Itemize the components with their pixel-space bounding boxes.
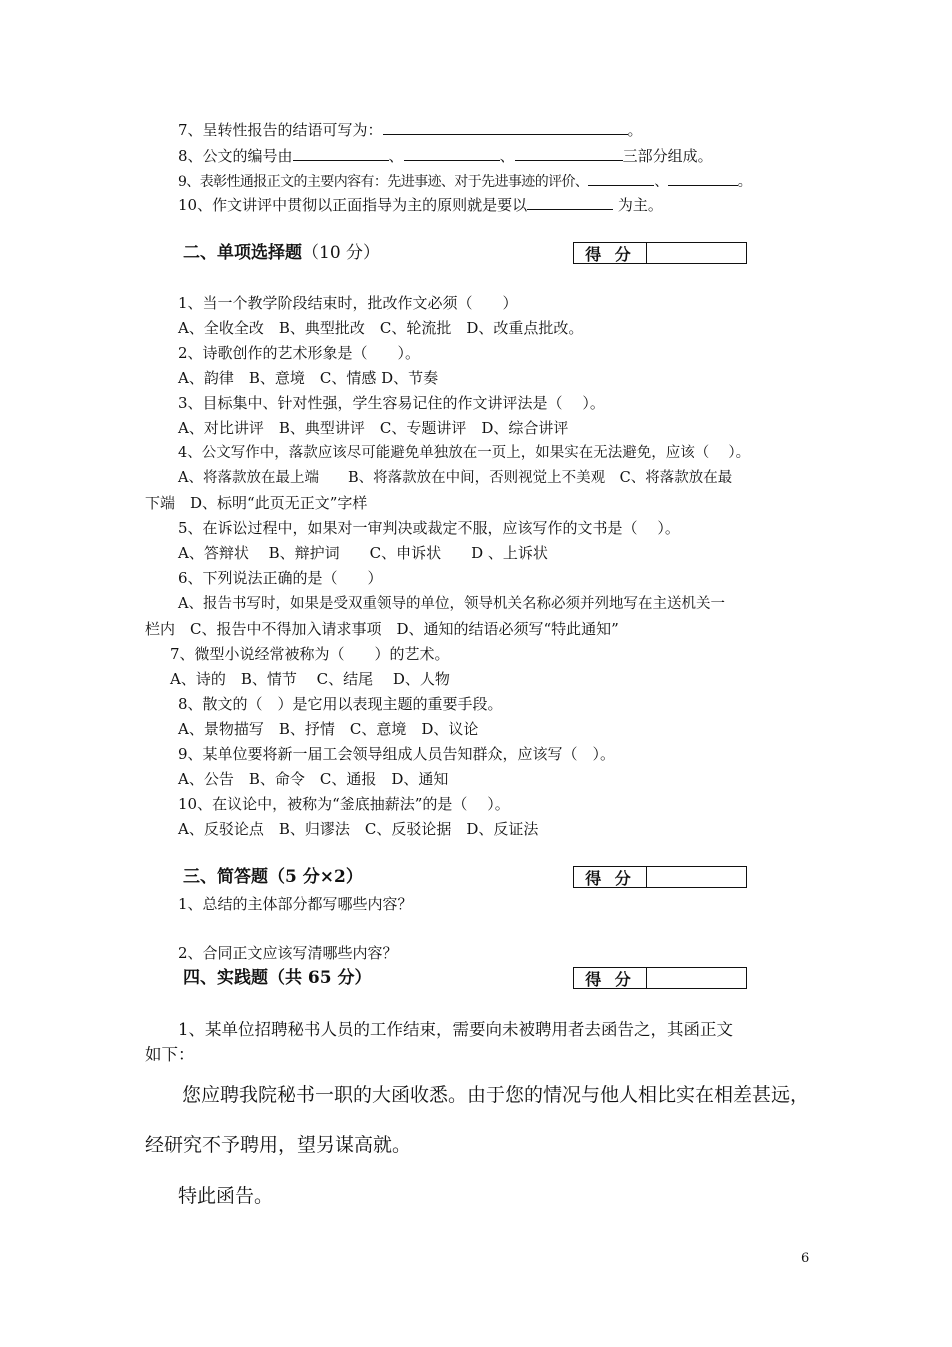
fill-q7 bbox=[178, 119, 643, 139]
fill-q8 bbox=[178, 145, 713, 165]
option-line: A、公告 B、命令 C、通报 D、通知 bbox=[178, 770, 449, 788]
fill-q10 bbox=[178, 194, 663, 214]
option-line: A、反驳论点 B、归谬法 C、反驳论据 D、反证法 bbox=[178, 820, 539, 838]
answer-blank[interactable] bbox=[293, 145, 389, 161]
practice-q1-line2: 如下： bbox=[145, 1045, 195, 1064]
answer-blank[interactable] bbox=[404, 145, 500, 161]
score-label: 得 分 bbox=[574, 968, 647, 988]
option-line: 栏内 C、报告中不得加入请求事项 D、通知的结语必须写“特此通知” bbox=[145, 620, 619, 638]
question-line: 7、微型小说经常被称为（ ）的艺术。 bbox=[170, 645, 450, 663]
short-answer-q2: 2、合同正文应该写清哪些内容？ bbox=[178, 944, 398, 962]
score-box bbox=[573, 967, 747, 989]
fill-q7-end: 。 bbox=[627, 121, 643, 139]
score-label: 得 分 bbox=[574, 243, 647, 263]
option-line: A、将落款放在最上端 B、将落款放在中间，否则视觉上不美观 C、将落款放在最 bbox=[178, 470, 733, 486]
fill-q9 bbox=[178, 170, 751, 190]
section2-points: （10 分） bbox=[302, 243, 381, 263]
fill-q10-text: 10、作文讲评中贯彻以正面指导为主的原则就是要以 bbox=[178, 196, 528, 214]
short-answer-q1: 1、总结的主体部分都写哪些内容？ bbox=[178, 895, 413, 913]
option-line: A、诗的 B、情节 C、结尾 D、人物 bbox=[170, 670, 450, 688]
option-line: A、答辩状 B、辩护词 C、申诉状 D 、上诉状 bbox=[178, 544, 548, 562]
section2-title: 二、单项选择题 bbox=[183, 243, 302, 263]
question-line: 1、当一个教学阶段结束时，批改作文必须（ ） bbox=[178, 294, 518, 312]
question-line: 3、目标集中、针对性强，学生容易记住的作文讲评法是（ ）。 bbox=[178, 394, 605, 412]
score-box bbox=[573, 242, 747, 264]
answer-blank[interactable] bbox=[588, 170, 654, 186]
option-line: A、全收全改 B、典型批改 C、轮流批 D、改重点批改。 bbox=[178, 319, 584, 337]
question-line: 5、在诉讼过程中，如果对一审判决或裁定不服，应该写作的文书是（ ）。 bbox=[178, 519, 680, 537]
fill-q9-text: 9、表彰性通报正文的主要内容有：先进事迹、对于先进事迹的评价、 bbox=[178, 174, 589, 190]
fill-q8-end: 三部分组成。 bbox=[622, 147, 713, 165]
question-line: 10、在议论中，被称为“釜底抽薪法”的是（ ）。 bbox=[178, 795, 510, 813]
score-field[interactable] bbox=[647, 968, 746, 988]
practice-q1-line1: 1、某单位招聘秘书人员的工作结束，需要向未被聘用者去函告之，其函正文 bbox=[178, 1020, 733, 1039]
score-field[interactable] bbox=[647, 243, 746, 263]
separator: 、 bbox=[654, 174, 668, 190]
score-box bbox=[573, 866, 747, 888]
page-number: 6 bbox=[801, 1251, 810, 1266]
separator: 、 bbox=[499, 147, 515, 165]
fill-q7-text: 7、呈转性报告的结语可写为： bbox=[178, 121, 383, 139]
question-line: 9、某单位要将新一届工会领导组成人员告知群众，应该写（ ）。 bbox=[178, 745, 616, 763]
answer-blank[interactable] bbox=[383, 119, 628, 135]
section3-title: 三、简答题（5 分×2） bbox=[183, 867, 363, 887]
score-label: 得 分 bbox=[574, 867, 647, 887]
answer-blank[interactable] bbox=[527, 194, 613, 210]
answer-blank[interactable] bbox=[515, 145, 623, 161]
fill-q8-text: 8、公文的编号由 bbox=[178, 147, 293, 165]
answer-blank[interactable] bbox=[668, 170, 738, 186]
section4-title: 四、实践题（共 65 分） bbox=[183, 968, 372, 988]
option-line: 下端 D、标明“此页无正文”字样 bbox=[145, 494, 368, 512]
option-line: A、景物描写 B、抒情 C、意境 D、议论 bbox=[178, 720, 479, 738]
question-line: 6、下列说法正确的是（ ） bbox=[178, 569, 383, 587]
letter-line: 经研究不予聘用，望另谋高就。 bbox=[145, 1134, 412, 1156]
letter-line: 您应聘我院秘书一职的大函收悉。由于您的情况与他人相比实在相差甚远， bbox=[182, 1084, 810, 1106]
letter-closing: 特此函告。 bbox=[178, 1185, 274, 1207]
question-line: 2、诗歌创作的艺术形象是（ ）。 bbox=[178, 344, 421, 362]
score-field[interactable] bbox=[647, 867, 746, 887]
section2-heading bbox=[183, 242, 380, 264]
option-line: A、韵律 B、意境 C、情感 D、节奏 bbox=[178, 369, 439, 387]
question-line: 8、散文的（ ）是它用以表现主题的重要手段。 bbox=[178, 695, 503, 713]
separator: 、 bbox=[388, 147, 404, 165]
question-line: 4、公文写作中，落款应该尽可能避免单独放在一页上，如果实在无法避免，应该（ ）。 bbox=[178, 445, 751, 461]
option-line: A、对比讲评 B、典型讲评 C、专题讲评 D、综合讲评 bbox=[178, 419, 569, 437]
fill-q10-end: 为主。 bbox=[617, 196, 663, 214]
option-line: A、报告书写时，如果是受双重领导的单位，领导机关名称必须并列地写在主送机关一 bbox=[178, 596, 725, 612]
fill-q9-end: 。 bbox=[737, 174, 752, 190]
